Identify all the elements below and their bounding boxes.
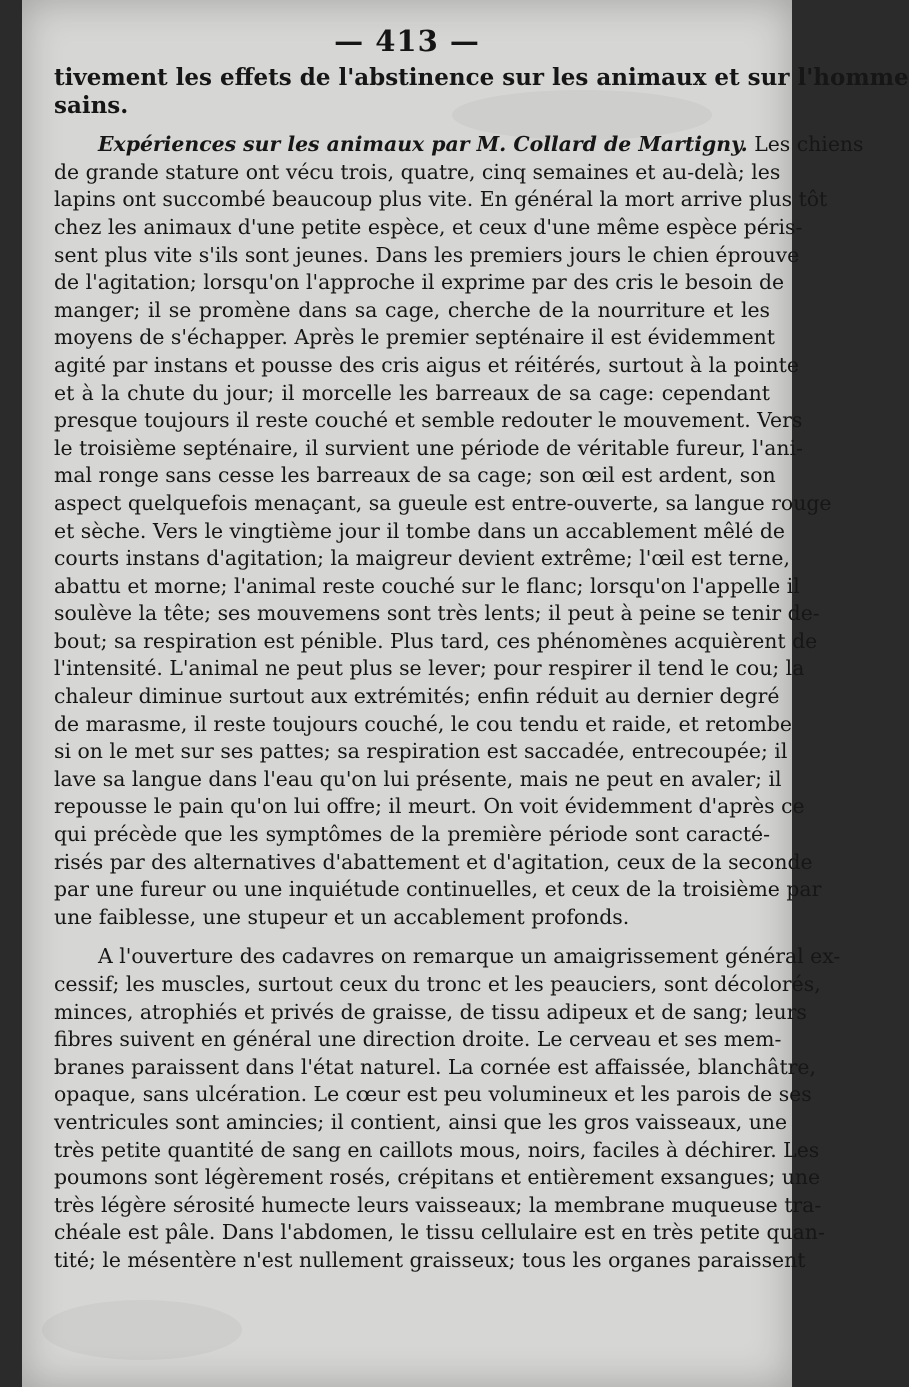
text-line: chaleur diminue surtout aux extrémités; enfin réduit au dernier degré [54, 684, 780, 709]
text-line: repousse le pain qu'on lui offre; il meurt. On voit évidemment d'après ce [54, 794, 805, 819]
text-line: branes paraissent dans l'état naturel. La cornée est affaissée, blanchâtre, [54, 1054, 816, 1079]
text-line: ventricules sont amincies; il contient, ainsi que les gros vaisseaux, une [54, 1109, 788, 1134]
text-line: manger; il se promène dans sa cage, cherche de la nourriture et les [54, 297, 770, 322]
text-line: très légère sérosité humecte leurs vaisseaux; la membrane muqueuse tra- [54, 1192, 822, 1217]
text-line: abattu et morne; l'animal reste couché sur le flanc; lorsqu'on l'appelle il [54, 573, 800, 598]
text-line: minces, atrophiés et privés de graisse, de tissu adipeux et de sang; leurs [54, 999, 807, 1024]
text-line: moyens de s'échapper. Après le premier septénaire il est évidemment [54, 325, 775, 350]
text-line: A l'ouverture des cadavres on remarque un amaigrissement général ex- [98, 944, 841, 969]
text-line: poumons sont légèrement rosés, crépitans et entièrement exsangues; une [54, 1165, 821, 1190]
text-line: de marasme, il reste toujours couché, le cou tendu et raide, et retombe [54, 711, 792, 736]
text-line [54, 131, 864, 159]
text-line: lave sa langue dans l'eau qu'on lui présente, mais ne peut en avaler; il [54, 766, 782, 791]
text-line: aspect quelquefois menaçant, sa gueule est entre-ouverte, sa langue rouge [54, 490, 832, 515]
text-line: qui précède que les symptômes de la première période sont caracté- [54, 822, 770, 847]
text-line: soulève la tête; ses mouvemens sont très lents; il peut à peine se tenir de- [54, 601, 820, 626]
text-line: très petite quantité de sang en caillots mous, noirs, faciles à déchirer. Les [54, 1137, 820, 1162]
text-line: une faiblesse, une stupeur et un accablement profonds. [54, 904, 630, 929]
body-text [54, 64, 909, 1275]
text-line: sent plus vite s'ils sont jeunes. Dans les premiers jours le chien éprouve [54, 242, 800, 267]
page-number: — 413 — [334, 24, 480, 58]
text-line: courts instans d'agitation; la maigreur devient extrême; l'œil est terne, [54, 546, 790, 571]
text-line: de grande stature ont vécu trois, quatre, cinq semaines et au-delà; les [54, 159, 781, 184]
text-line: presque toujours il reste couché et semble redouter le mouvement. Vers [54, 408, 803, 433]
text-line: et à la chute du jour; il morcelle les barreaux de sa cage: cependant [54, 380, 770, 405]
text-line: fibres suivent en général une direction droite. Le cerveau et ses mem- [54, 1027, 782, 1052]
text-line: chéale est pâle. Dans l'abdomen, le tissu cellulaire est en très petite quan- [54, 1220, 825, 1245]
text-line: tité; le mésentère n'est nullement graisseux; tous les organes paraissent [54, 1247, 806, 1272]
text-line: et sèche. Vers le vingtième jour il tombe dans un accablement mêlé de [54, 518, 785, 543]
text-line: le troisième septénaire, il survient une période de véritable fureur, l'ani- [54, 435, 803, 460]
text-line: risés par des alternatives d'abattement et d'agitation, ceux de la seconde [54, 849, 813, 874]
text-line: mal ronge sans cesse les barreaux de sa cage; son œil est ardent, son [54, 463, 776, 488]
text-fragment: Les chiens [754, 132, 864, 157]
text-line: chez les animaux d'une petite espèce, et ceux d'une même espèce péris- [54, 214, 803, 239]
book-page [22, 0, 909, 1387]
text-line: tivement les effets de l'abstinence sur les animaux et sur l'homme [54, 64, 909, 91]
text-line: l'intensité. L'animal ne peut plus se lever; pour respirer il tend le cou; la [54, 656, 805, 681]
text-line: opaque, sans ulcération. Le cœur est peu volumineux et les parois de ses [54, 1082, 812, 1107]
text-line: lapins ont succombé beaucoup plus vite. En général la mort arrive plus tôt [54, 187, 828, 212]
text-line: agité par instans et pousse des cris aigus et réitérés, surtout à la pointe [54, 352, 799, 377]
text-line: sains. [54, 91, 129, 119]
text-line: bout; sa respiration est pénible. Plus tard, ces phénomènes acquièrent de [54, 628, 818, 653]
text-line: si on le met sur ses pattes; sa respiration est saccadée, entrecoupée; il [54, 739, 788, 764]
page-stain [42, 1300, 242, 1360]
section-lead: Expériences sur les animaux par M. Collard de Martigny. [98, 132, 748, 157]
text-line: par une fureur ou une inquiétude continuelles, et ceux de la troisième par [54, 877, 822, 902]
text-line: cessif; les muscles, surtout ceux du tronc et les peauciers, sont décolorés, [54, 972, 821, 996]
text-line: de l'agitation; lorsqu'on l'approche il exprime par des cris le besoin de [54, 270, 785, 295]
